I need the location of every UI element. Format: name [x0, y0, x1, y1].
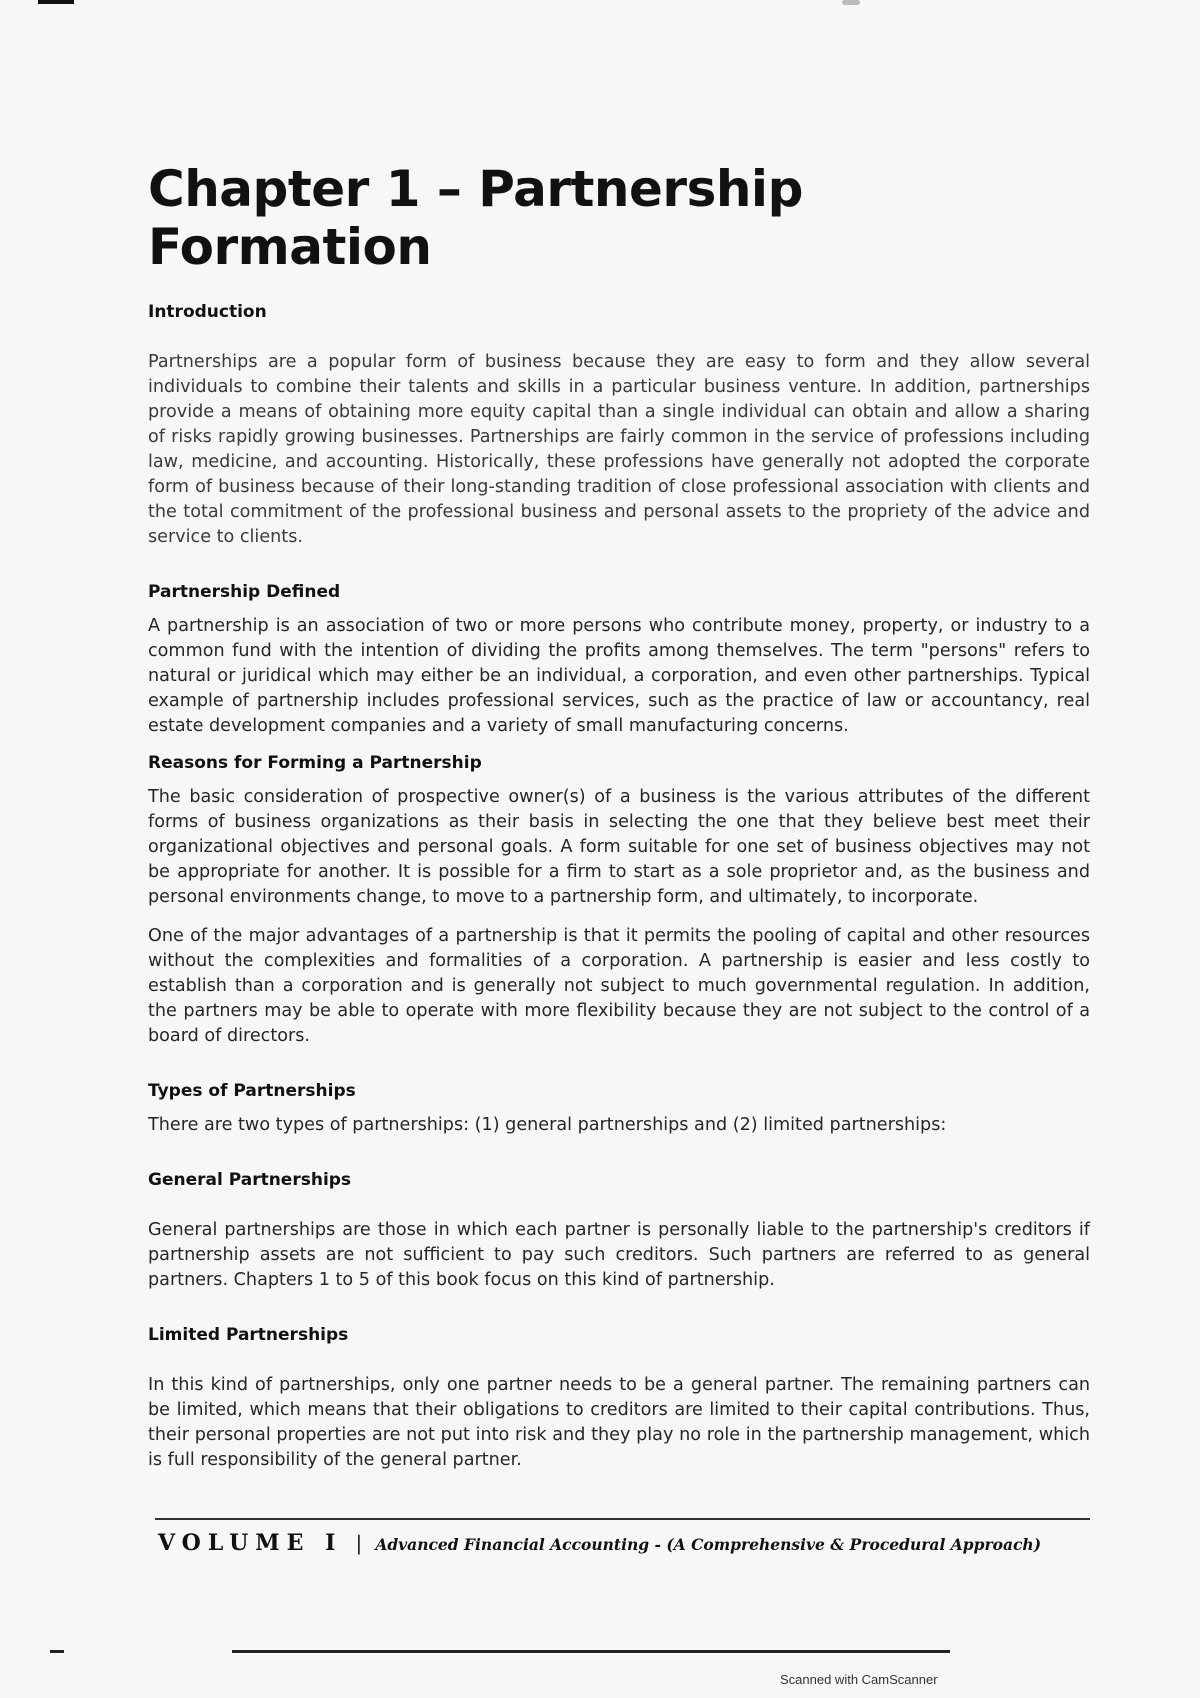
- section-heading-introduction: Introduction: [148, 302, 267, 322]
- general-partnerships-paragraph: General partnerships are those in which each partner is personally liable to the partnership's creditors if partnership assets are not sufficient to pay such creditors. Such partners are referred to as general partners. Chapters 1 to 5 of this book focus on this kind of partnership.: [148, 1220, 1090, 1290]
- footer-volume: VOLUME I: [158, 1530, 343, 1556]
- page-footer: [158, 1530, 1088, 1556]
- types-paragraph: There are two types of partnerships: (1) general partnerships and (2) limited partnerships:: [148, 1115, 947, 1135]
- section-heading-limited-partnerships: Limited Partnerships: [148, 1325, 349, 1345]
- section-heading-reasons: Reasons for Forming a Partnership: [148, 753, 482, 773]
- scanner-credit: Scanned with CamScanner: [780, 1672, 938, 1687]
- footer-book-title: Advanced Financial Accounting - (A Comprehensive & Procedural Approach): [375, 1535, 1042, 1554]
- footer-rule: [155, 1518, 1090, 1520]
- footer-separator: |: [355, 1531, 363, 1555]
- section-heading-types: Types of Partnerships: [148, 1081, 356, 1101]
- reasons-paragraph-1: The basic consideration of prospective owner(s) of a business is the various attributes of the different forms of business organizations as their basis in selecting the one that they believe best meet their organizational objectives and personal goals. A form suitable for one set of business objectives may not be appropriate for another. It is possible for a firm to start as a sole proprietor and, as the business and personal environments change, to move to a partnership form, and ultimately, to incorporate.: [148, 787, 1090, 907]
- document-page: [148, 160, 1090, 1495]
- introduction-paragraph: Partnerships are a popular form of business because they are easy to form and they allow several individuals to combine their talents and skills in a particular business venture. In addition, partnerships provide a means of obtaining more equity capital than a single individual can obtain and allow a sharing of risks rapidly growing businesses. Partnerships are fairly common in the service of professions including law, medicine, and accounting. Historically, these professions have generally not adopted the corporate form of business because of their long-standing tradition of close professional association with clients and the total commitment of the professional business and personal assets to the propriety of the advice and service to clients.: [148, 352, 1090, 547]
- partnership-defined-paragraph: A partnership is an association of two or more persons who contribute money, property, or industry to a common fund with the intention of dividing the profits among themselves. The term "persons" refers to natural or juridical which may either be an individual, a corporation, and even other partnerships. Typical example of partnership includes professional services, such as the practice of law or accountancy, real estate development companies and a variety of small manufacturing concerns.: [148, 616, 1090, 736]
- reasons-paragraph-2: One of the major advantages of a partnership is that it permits the pooling of capital and other resources without the complexities and formalities of a corporation. A partnership is easier and less costly to establish than a corporation and is generally not subject to much governmental regulation. In addition, the partners may be able to operate with more flexibility because they are not subject to the control of a board of directors.: [148, 926, 1090, 1046]
- scan-edge-mark: [38, 0, 74, 4]
- bottom-rule: [232, 1650, 950, 1653]
- section-heading-partnership-defined: Partnership Defined: [148, 582, 341, 602]
- scan-smudge: [842, 0, 860, 5]
- scan-edge-mark-bottom: [50, 1650, 64, 1653]
- limited-partnerships-paragraph: In this kind of partnerships, only one partner needs to be a general partner. The remaining partners can be limited, which means that their obligations to creditors are limited to their capital contributions. Thus, their personal properties are not put into risk and they play no role in the partnership management, which is full responsibility of the general partner.: [148, 1375, 1090, 1470]
- section-heading-general-partnerships: General Partnerships: [148, 1170, 352, 1190]
- chapter-title: Chapter 1 – Partnership Formation: [148, 160, 803, 276]
